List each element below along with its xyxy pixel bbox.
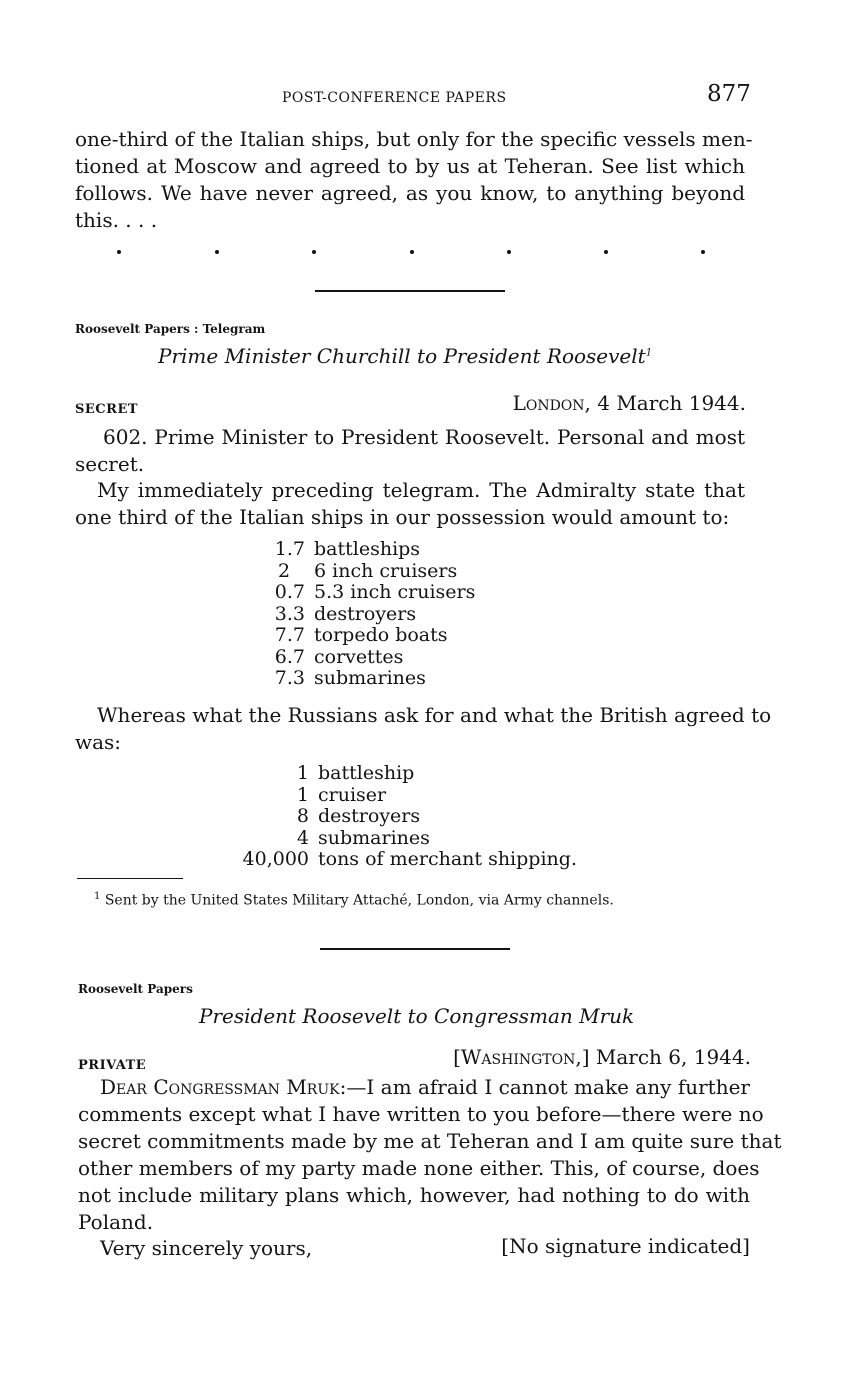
document-source: Roosevelt Papers [78, 982, 193, 996]
page-number: 877 [707, 81, 751, 107]
letter-closing: Very sincerely yours, [100, 1236, 313, 1260]
list-item [255, 647, 475, 669]
item-description: submarines [314, 667, 426, 689]
letter-body [78, 1074, 782, 1236]
text-line: My immediately preceding telegram. The Admiralty state that [97, 478, 745, 502]
list-item [255, 668, 475, 690]
item-quantity: 40,000 [242, 848, 309, 870]
text-line: Poland. [78, 1210, 154, 1234]
list-item [255, 539, 475, 561]
list-item [239, 806, 577, 828]
omission-dot [117, 250, 121, 254]
text-line: secret. [75, 452, 145, 476]
item-quantity: 8 [296, 805, 309, 827]
item-quantity: 7.3 [274, 667, 305, 689]
item-quantity: 1 [296, 783, 309, 806]
russian-request-list [239, 763, 577, 871]
list-item [239, 849, 577, 871]
list-item [255, 604, 475, 626]
document-title [158, 344, 652, 368]
text-line: comments except what I have written to you before—there were no [78, 1102, 764, 1126]
item-quantity: 4 [296, 826, 309, 849]
item-description: torpedo boats [314, 624, 448, 646]
dateline-date: March 6, 1944. [595, 1045, 751, 1069]
dateline [513, 391, 746, 415]
item-quantity: 0.7 [274, 581, 305, 603]
item-quantity: 3.3 [274, 602, 305, 625]
item-quantity: 7.7 [274, 624, 305, 646]
ship-allocation-list [255, 539, 475, 690]
text-line: follows. We have never agreed, as you know, to anything beyond [75, 181, 745, 205]
omission-dot [312, 250, 316, 254]
item-quantity: 1 [296, 762, 309, 784]
item-description: 5.3 inch cruisers [314, 581, 476, 603]
text-line: Whereas what the Russians ask for and what the British agreed to [97, 703, 772, 727]
document-title: President Roosevelt to Congressman Mruk [199, 1004, 635, 1028]
message-paragraph [75, 424, 745, 478]
omission-dots [117, 246, 707, 260]
list-item [255, 625, 475, 647]
omission-dot [701, 250, 705, 254]
message-paragraph [75, 477, 745, 531]
list-item [255, 582, 475, 604]
omission-dot [604, 250, 608, 254]
salutation: Dear Congressman Mruk [100, 1075, 340, 1099]
item-description: corvettes [314, 645, 404, 668]
item-description: destroyers [318, 805, 421, 827]
item-description: battleships [314, 538, 421, 560]
text-line: secret commitments made by me at Teheran and I am quite sure that [78, 1129, 782, 1153]
text-line: 602. Prime Minister to President Roosevelt. Personal and most [103, 425, 745, 449]
item-description: cruiser [318, 783, 387, 806]
running-title: POST-CONFERENCE PAPERS [282, 90, 507, 106]
signature-note: [No signature indicated] [501, 1234, 750, 1258]
list-item [255, 561, 475, 583]
continuation-paragraph [75, 126, 753, 234]
document-source: Roosevelt Papers : Telegram [75, 322, 266, 336]
list-item [239, 763, 577, 785]
text-line: one third of the Italian ships in our possession would amount to: [75, 505, 730, 529]
list-item [239, 828, 577, 850]
section-divider [320, 948, 510, 950]
item-quantity: 1.7 [274, 538, 305, 560]
text-line: this. . . . [75, 208, 158, 232]
document-title-text: Prime Minister Churchill to President Roosevelt [158, 344, 646, 368]
footnote-reference: 1 [645, 347, 653, 359]
footnote-text: Sent by the United States Military Attaché, London, via Army channels. [104, 892, 614, 909]
item-description: submarines [318, 826, 430, 849]
text-line-content: :—I am afraid I cannot make any further [339, 1075, 750, 1099]
text-line: not include military plans which, however, had nothing to do with [78, 1183, 750, 1207]
item-description: 6 inch cruisers [314, 559, 458, 582]
text-line: tioned at Moscow and agreed to by us at Teheran. See list which [75, 154, 745, 178]
text-line: was: [75, 730, 122, 754]
item-description: destroyers [314, 602, 417, 625]
footnote-marker: 1 [94, 891, 101, 902]
text-line: one-third of the Italian ships, but only for the specific vessels men- [75, 127, 753, 151]
text-line [78, 1074, 750, 1101]
omission-dot [215, 250, 219, 254]
section-divider [315, 290, 505, 292]
text-line: other members of my party made none either. This, of course, does [78, 1156, 760, 1180]
omission-dot [410, 250, 414, 254]
message-paragraph [75, 702, 772, 756]
dateline-date: 4 March 1944. [597, 391, 746, 415]
item-description: tons of merchant shipping. [318, 848, 577, 870]
dateline-place: London, [512, 391, 591, 415]
dateline-place: [Washington,] [453, 1045, 590, 1069]
dateline [453, 1045, 751, 1069]
footnote [94, 891, 614, 909]
list-item [239, 785, 577, 807]
classification-label: SECRET [75, 402, 139, 417]
item-quantity: 6.7 [274, 645, 305, 668]
item-description: battleship [318, 762, 415, 784]
item-quantity: 2 [278, 559, 291, 582]
omission-dot [507, 250, 511, 254]
footnote-rule [77, 878, 183, 879]
classification-label: PRIVATE [78, 1058, 147, 1073]
